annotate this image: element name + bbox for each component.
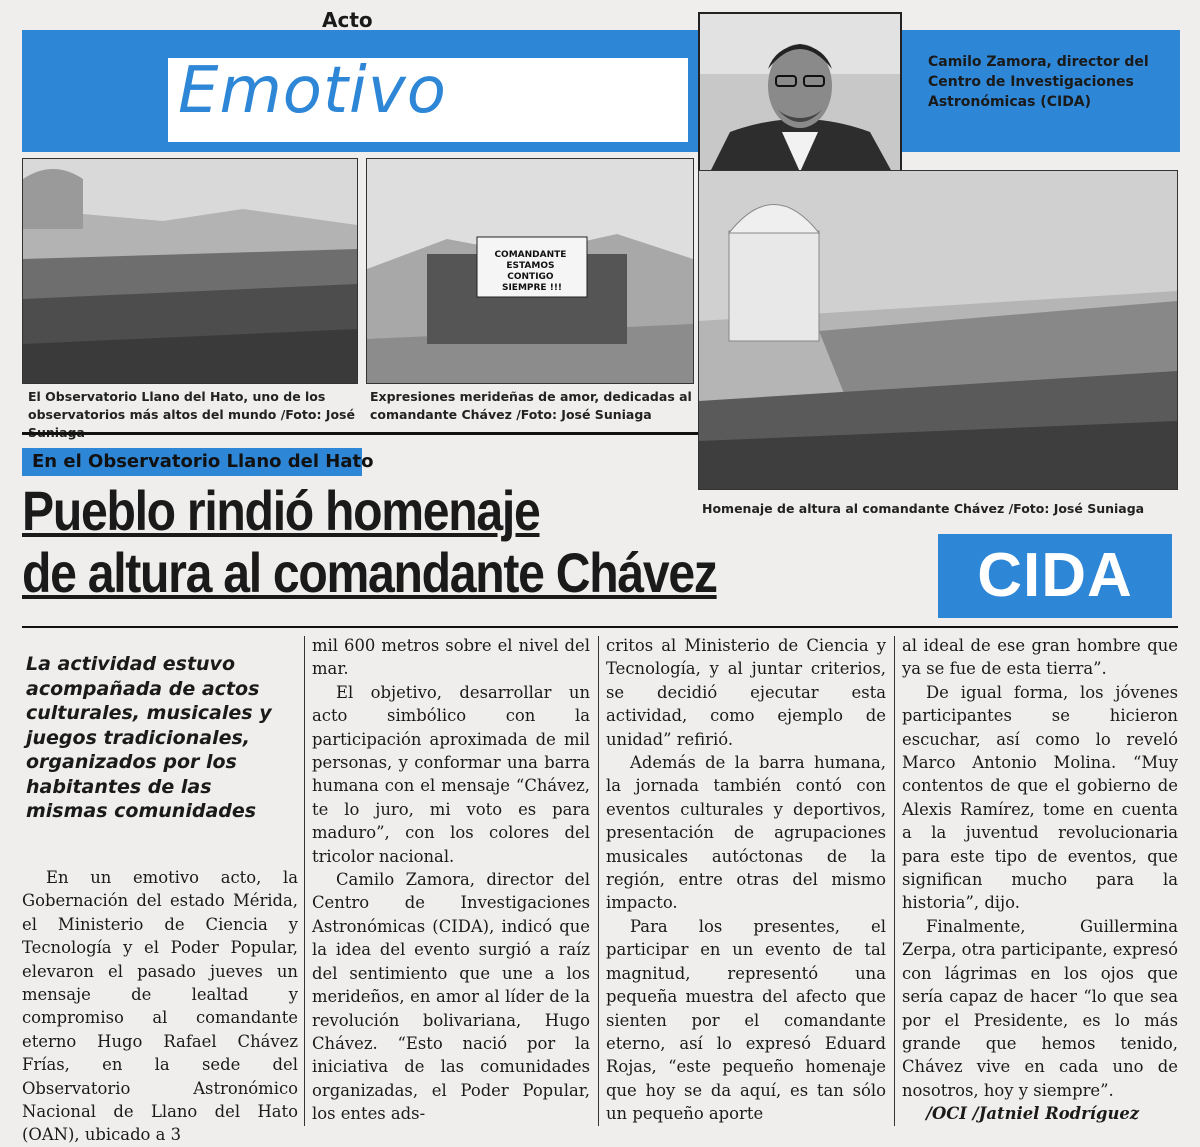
group-banner-text: COMANDANTE ESTAMOS CONTIGO SIEMPRE !!! [494,250,567,293]
paragraph: Finalmente, Guillermina Zerpa, otra participante, expresó con lágrimas en los ojos que sería capaz de hacer “lo que sea por el Presidente, es lo más grande que hemos tenido, Chávez vive en cada uno de nosotros, hoy y siempre”. [902,916,1179,1100]
headline-line-2: de altura al comandante Chávez [22,541,717,604]
paragraph: al ideal de ese gran hombre que ya se fue de esta tierra”. [902,636,1178,679]
lead-paragraph: La actividad estuvo acompañada de actos culturales, musicales y juegos tradicionales, organizados por los habitantes de las mismas comunidades [26,653,272,822]
article-column-3 [606,634,886,1126]
column-rule [304,636,305,1126]
tag-cida: CIDA [977,541,1133,610]
article-column-4 [902,634,1178,1126]
paragraph: En un emotivo acto, la Gobernación del estado Mérida, el Ministerio de Ciencia y Tecnología y el Poder Popular, elevaron el pasado jueves un mensaje de lealtad y compromiso al comandante eterno Hugo Rafael Chávez Frías, en la sede del Observatorio Astronómico Nacional de Llano del Hato (OAN), ubicado a 3 [22,868,298,1145]
photo-observatory-dome [698,170,1178,490]
portrait-caption: Camilo Zamora, director del Centro de Investigaciones Astronómicas (CIDA) [928,54,1149,110]
portrait-photo [698,12,902,174]
paragraph: Camilo Zamora, director del Centro de Investigaciones Astronómicas (CIDA), indicó que la idea del evento surgió a raíz del sentimiento que une a los merideños, en amor al líder de la revolución bolivariana, Hugo Chávez. “Esto nació por la iniciativa de las comunidades organizadas, el Poder Popular, los entes ads- [312,870,590,1124]
article-column-2 [312,634,590,1126]
paragraph: mil 600 metros sobre el nivel del mar. [312,636,590,679]
section-title: Emotivo [178,54,447,128]
photo-caption-3: Homenaje de altura al comandante Chávez /Foto: José Suniaga [702,501,1145,516]
headline [22,480,787,604]
column-rule [894,636,895,1126]
photo-caption-1: El Observatorio Llano del Hato, uno de los observatorios más altos del mundo /Foto: José [28,389,355,422]
divider-rule [22,432,698,435]
article-column-1 [22,866,298,1147]
paragraph: De igual forma, los jóvenes participantes se hicieron escuchar, así como lo reveló Marco Antonio Molina. “Muy contentos de que el gobierno de Alexis Ramírez, tome en cuenta a la juventud revolucionaria para este tipo de eventos, que significan mucho para la historia”, dijo. [902,682,1178,913]
kicker: Acto [322,8,373,32]
photo-observatory-crowd [22,158,358,384]
paragraph: Para los presentes, el participar en un evento de tal magnitud, representó una pequeña muestra del afecto que sienten por el comandante eterno, así lo expresó Eduard Rojas, “este pequeño homenaje que hoy se da aquí, es tan sólo un pequeño aporte [606,916,886,1124]
divider-rule [22,626,1178,628]
photo-banner-group [366,158,694,384]
paragraph: Además de la barra humana, la jornada también contó con eventos culturales y deportivos, presentación de agrupaciones musicales autóctonas de la región, entre otras del mismo impacto. [606,753,886,913]
photo-caption-2: Expresiones merideñas de amor, dedicadas al comandante Chávez /Foto: José Suniaga [370,389,692,422]
headline-line-1: Pueblo rindió homenaje [22,479,540,542]
subhead: En el Observatorio Llano del Hato [32,451,374,472]
paragraph: critos al Ministerio de Ciencia y Tecnología, y al juntar criterios, se decidió ejecutar esta actividad, como ejemplo de unidad” refirió. [606,636,886,749]
byline: /OCI /Jatniel Rodríguez [926,1104,1140,1124]
column-rule [598,636,599,1126]
paragraph: El objetivo, desarrollar un acto simbólico con la participación aproximada de mil personas, y conformar una barra humana con el mensaje “Chávez, te lo juro, mi voto es para maduro”, con los colores del tricolor nacional. [312,682,590,866]
